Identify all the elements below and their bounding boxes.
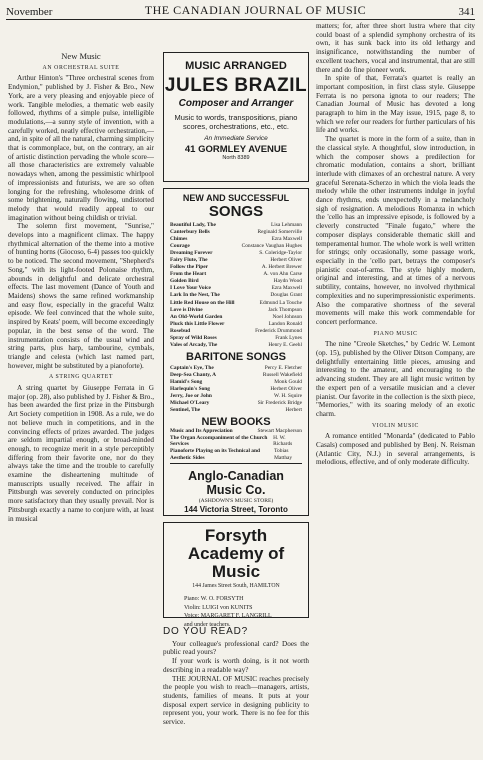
baritone-song-composer: W. H. Squire (274, 393, 302, 400)
academy-name: Forsyth Academy of Music (187, 526, 285, 581)
song-row (170, 342, 302, 349)
baritone-song-row (170, 365, 302, 372)
baritone-heading: BARITONE SONGS (185, 350, 287, 363)
book-row (170, 428, 302, 435)
baritone-song-composer: Russell Wakefield (262, 371, 302, 378)
academy-address: 144 James Street South, HAMILTON (192, 583, 280, 589)
dyr-paragraph: THE JOURNAL OF MUSIC reaches precisely the people you wish to reach—managers, artists, students, families of means. It puts at your disposal expert service in designing publicity to represent you, your work. There is no fee for this service. (163, 674, 309, 727)
paragraph: The quartet is more in the form of a suite, than in the classical style. A thoughtful, slow introduction, in which the composer shows a predilection for chromatic modulation, contains a short, brilliant interlude with climaxes of an orchestral nature. A very graceful Serenata-Scherzo in which the viola leads the melody while the other instruments indulge in joyful dance rhythms, ends unexpectedly in a melancholy sigh of resignation. A melodious Romanza in which the 'cello has an impressive episode, is followed by a cleverly constructed "Finale fugato," where the composer displays considerable thematic skill and temperamental humor. The whole work is well written for strings; only occasionally, some passage work, especially in the 'cello part, betrays the composer's pianistic coat-of-arms. The style highly modern, original and interesting, and at times of a nervous subtility, contains, however, no involved rhythmical complexities and no superimpressionistic experiments. Also the comparative shortness of the several movements will make this work commendable for concert performance. (316, 135, 475, 326)
song-title: Spray of Wild Roses (170, 334, 217, 341)
baritone-song-row (170, 372, 302, 379)
song-title: Canterbury Bells (170, 229, 210, 236)
baritone-song-composer: Herbert (285, 407, 302, 414)
song-composer: Herbert Oliver (270, 257, 302, 264)
subhead-orchestral-suite: AN ORCHESTRAL SUITE (42, 64, 120, 71)
book-row (170, 448, 302, 461)
song-title: Chimes (170, 236, 188, 243)
book-composer: Stewart Macpherson (257, 428, 302, 435)
paragraph: The solemn first movement, "Sunrise," develops into a magnificent climax. The happy rhythmical alternation of the theme into a motive of hunting horns (Giocoso, 6-4) passes too quickly to be noticed. The second movement, "Shepherd's Song," with its light-footed Polonaise rhythm, abounds in delightful and delicate orchestral effects. The last movement (Dance of Youth and Maidens) shows the same refined workmanship and easy flow, especially in the graceful Waltz episode. We feel convinced that the whole suite, inspired by Keats' poem, will become exceedingly popular, in the best sense of the word. The instrumentation consists of the usual wind and string parts, plus harp, tambourine, cymbals, triangle and celesta (which last named part, however, might be substituted by a pianoforte). (8, 222, 154, 370)
song-row (170, 222, 302, 229)
song-title: Courage (170, 243, 190, 250)
song-title: Fairy Flute, The (170, 257, 208, 264)
baritone-song-title: Captain's Eye, The (170, 364, 214, 371)
song-composer: Constance Vaughan Hughes (241, 243, 302, 250)
songs-title: SONGS (208, 203, 264, 220)
song-row (170, 271, 302, 278)
baritone-song-row (170, 400, 302, 407)
baritone-song-row (170, 407, 302, 414)
song-row (170, 243, 302, 250)
paragraph: matters; for, after three short lustra where that city could boast of a splendid symphony orchestra of its own, it has sunk back into its old lethargy and insignificance, notwithstanding the number of excellent teachers, vocal and instrumental, that are still there and do fine pioneer work. (316, 22, 475, 74)
song-title: Pluck this Little Flower (170, 320, 225, 327)
ad-name: JULES BRAZIL (164, 75, 308, 96)
staff-line: Violin: LUIGI von KUNITS (184, 604, 253, 611)
subhead-piano-music: PIANO MUSIC (373, 330, 418, 337)
song-composer: Edmund La Touche (259, 299, 302, 306)
song-row (170, 307, 302, 314)
song-composer: A. Herbert Brewer (261, 264, 302, 271)
ad-forsyth-academy (163, 522, 309, 628)
song-row (170, 285, 302, 292)
song-row (170, 300, 302, 307)
book-title: The Organ Accompaniment of the Church Services (170, 434, 268, 448)
song-composer: Douglas Grant (270, 292, 302, 299)
book-list (170, 428, 302, 461)
song-composer: Jack Thompson (268, 306, 302, 313)
divider (170, 463, 302, 464)
dyr-paragraph: If your work is worth doing, is it not worth describing in a readable way? (163, 657, 309, 674)
running-header (6, 2, 475, 18)
baritone-song-row (170, 379, 302, 386)
song-composer: S. Coleridge-Taylor (259, 250, 302, 257)
book-composer: H. W. Richards (273, 434, 293, 448)
baritone-song-title: Sentinel, The (170, 407, 201, 414)
company-name: Anglo-Canadian Music Co. (188, 469, 284, 498)
song-composer: Landon Ronald (268, 320, 302, 327)
song-composer: Frederick Drummond (255, 327, 302, 334)
song-title: Beautiful Lady, The (170, 222, 216, 228)
staff-line: Voice: MARGARET F. LANGRILL (184, 613, 272, 619)
ad-headline: MUSIC ARRANGED (185, 60, 287, 72)
staff-list (170, 595, 302, 629)
company-subtitle: (ASHDOWN'S MUSIC STORE) (198, 498, 274, 505)
baritone-song-row (170, 386, 302, 393)
do-you-read-box (163, 628, 309, 727)
song-title: Love is Divine (170, 306, 203, 313)
dyr-heading: DO YOU READ? (163, 626, 248, 637)
song-title: Little Red House on the Hill (170, 299, 235, 306)
baritone-song-row (170, 393, 302, 400)
ad-jules-brazil (163, 52, 309, 182)
ad-address: 41 GORMLEY AVENUE (184, 144, 288, 155)
book-title: Pianoforte Playing on its Technical and Aesthetic Sides (170, 447, 261, 461)
journal-title: THE CANADIAN JOURNAL OF MUSIC (144, 3, 367, 17)
baritone-song-composer: Sir Frederick Bridge (257, 400, 302, 407)
ad-anglo-canadian (163, 188, 309, 516)
song-row (170, 335, 302, 342)
books-heading: NEW BOOKS (201, 416, 271, 429)
song-title: An Old-World Garden (170, 313, 223, 320)
ad-note: An Immediate Service (204, 135, 268, 142)
baritone-song-title: Hamid's Song (170, 378, 203, 385)
song-title: I Love Your Voice (170, 285, 211, 292)
book-composer: Tobias Matthay (274, 447, 293, 461)
header-rule (6, 19, 475, 20)
baritone-song-composer: Percy E. Fletcher (264, 364, 302, 371)
song-composer: Haydn Wood (273, 278, 302, 285)
baritone-song-composer: Monk Gould (274, 378, 302, 385)
song-composer: Henry E. Geehl (268, 341, 302, 348)
songs-heading: NEW AND SUCCESSFUL (182, 193, 290, 203)
song-title: Vales of Arcady, The (170, 341, 218, 348)
song-title: Lark In the Nest, The (170, 292, 220, 299)
baritone-list (170, 365, 302, 414)
company-address: 144 Victoria Street, Toronto (184, 505, 288, 515)
staff-line: and under teachers. (184, 621, 231, 628)
subhead-string-quartet: A STRING QUARTET (49, 374, 113, 381)
song-row (170, 229, 302, 236)
baritone-song-title: Michael O'Leary (170, 400, 210, 407)
song-row (170, 250, 302, 257)
left-column (8, 52, 154, 754)
baritone-song-composer: Herbert Oliver (270, 385, 302, 392)
song-row (170, 264, 302, 271)
song-composer: Ezra Maxwell (271, 285, 302, 292)
song-row (170, 314, 302, 321)
song-title: Follow the Piper (170, 264, 209, 271)
song-row (170, 257, 302, 264)
song-row (170, 328, 302, 335)
dyr-paragraph: Your colleague's professional card? Does the public read yours? (163, 639, 309, 657)
paragraph: A romance entitled "Monarda" (dedicated to Pablo Casals) composed and published by Benj. N. Reisman (Atlantic City, N.J.) in several arrangements, is melodious, effective, and of only moderate difficulty. (316, 432, 475, 467)
subhead-violin-music: VIOLIN MUSIC (372, 422, 419, 429)
ad-phone: North 8389 (222, 155, 250, 161)
section-heading: New Music (61, 51, 101, 61)
ad-description: Music to words, transpositions, piano scores, orchestrations, etc., etc. (174, 113, 298, 131)
song-row (170, 321, 302, 328)
song-list (170, 222, 302, 349)
song-composer: Noel Johnson (272, 313, 302, 320)
song-title: Rosebud (170, 327, 191, 334)
song-composer: A. von Ahn Carse (263, 271, 302, 278)
song-title: Golden Bird (170, 278, 199, 285)
paragraph: A string quartet by Giuseppe Ferrata in G major (op. 28), also published by J. Fisher & Bro., has been awarded the first prize in the Pittsburgh Art Society competition in 1908. As a rule, we do not believe much in competitions, and in the convincing effects of prizes awarded. The judges are seldom impartial enough, or broad-minded enough, to recognize merit in a style perceptibly differing from their favorite one, nor do they always take the time and the trouble to carefully examine the disheartening multitude of manuscripts usually received. The affair in Pittsburgh was severely conducted on principles more satisfactory than they usually prevail. Nor is Pittsburgh exactly a name to conjure with, at least in musical (8, 384, 154, 523)
song-composer: Ezra Maxwell (271, 236, 302, 243)
ad-role: Composer and Arranger (178, 98, 294, 109)
song-composer: Frank Lynes (275, 334, 302, 341)
staff-line: Piano: W. O. FORSYTH (184, 596, 244, 602)
song-title: Dreaming Forever (170, 250, 213, 257)
baritone-song-title: Deep-Sea Chanty, A (170, 371, 216, 378)
song-title: From the Heart (170, 271, 207, 278)
song-row (170, 278, 302, 285)
song-composer: Reginald Somerville (257, 229, 302, 236)
paragraph: The nine "Creole Sketches," by Cedric W. Lemont (op. 15), published by the Oliver Ditson Company, are delightfully entertaining little pieces, amusing and interesting to the amateur, and encouraging to the advancing student. They are all light music written by the expert pen of a versatile musician and a clever pianist. Our favorite in the collection is the sixth piece, "Memories," with its soaring melody of an exotic charm. (316, 340, 475, 418)
book-row (170, 435, 302, 448)
right-column (316, 22, 475, 752)
page-number: 341 (458, 6, 475, 18)
paragraph: In spite of that, Ferrata's quartet is really an important composition, in first class style. Giuseppe Ferrata is no persona ignota to our readers; The Canadian Journal of Music has devoted a long paragraph to him in the May issue, 1915, page 8, to which we refer our readers for further particulars of his life and works. (316, 74, 475, 135)
baritone-song-title: Harlequin's Song (170, 385, 210, 392)
song-composer: Lisa Lehmann (271, 222, 302, 228)
header-month: November (6, 6, 53, 18)
baritone-song-title: Jerry, Joe or John (170, 393, 212, 400)
book-title: Music and Its Appreciation (170, 428, 233, 435)
paragraph: Arthur Hinton's "Three orchestral scenes from Endymion," published by J. Fisher & Bro., New York, are a very pleasing and enjoyable piece of work. Tangible melodies, a thematic web easily followed, rhythms of a simple pulse, intelligible modulations,—a sunny style of invention, with a carefully worked, neatly effective orchestration,—and, in spite of all the natural, charming simplicity that is commonplace, but, on the contrary, an air of artistic distinction pervading the whole score—all those characteristics are extremely valuable nowadays when, among the pessimistic whirlpool of impressionists and futurists, we are so often longing for the refreshing, wholesome drink of some brightening, naturally flowing, undistorted melody that would readily appeal to our imagination without being childish or trivial. (8, 74, 154, 222)
song-row (170, 236, 302, 243)
song-row (170, 292, 302, 299)
